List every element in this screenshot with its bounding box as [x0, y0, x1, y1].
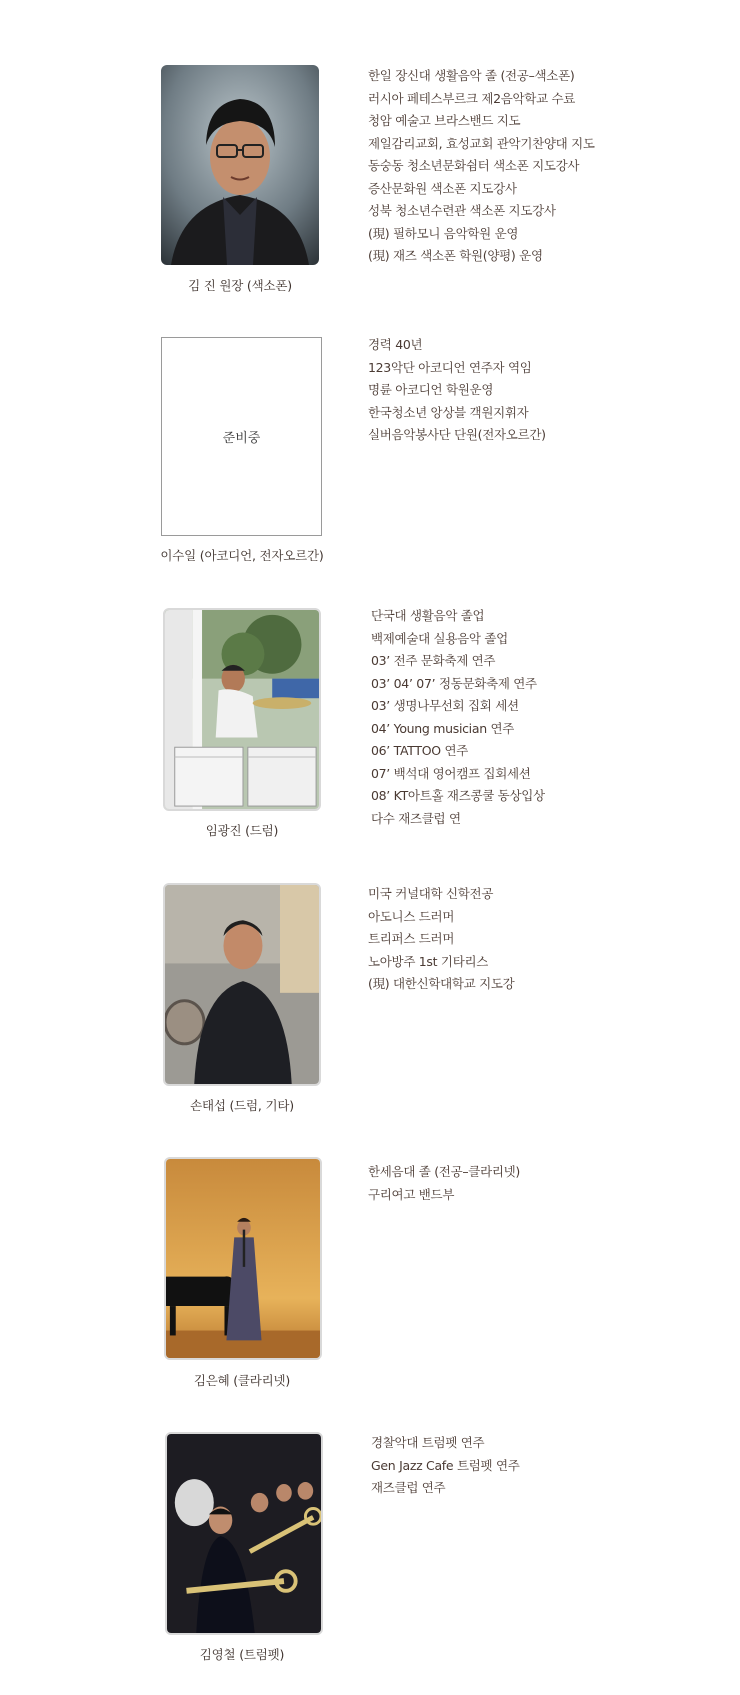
bio-line: (現) 필하모니 음악학원 운영	[368, 225, 519, 241]
bio-line: (現) 재즈 색소폰 학원(양평) 운영	[368, 248, 543, 263]
bio-line: Gen Jazz Cafe 트럼펫 연주	[371, 1457, 520, 1473]
teacher-bio-list	[371, 605, 545, 830]
bio-line: 트리퍼스 드러머	[368, 931, 455, 946]
teacher-name: 김영철 (트럼펫)	[199, 1647, 285, 1662]
bio-line: 123악단 아코디언 연주자 역임	[368, 359, 532, 375]
bio-line: 재즈클럽 연주	[371, 1480, 446, 1495]
bio-line: 07’ 백석대 영어캠프 집회세션	[371, 765, 531, 781]
teacher-name: 김 진 원장 (색소폰)	[188, 278, 292, 293]
placeholder-label: 준비중	[222, 431, 261, 446]
bio-line: 한세음대 졸 (전공–클라리넷)	[368, 1164, 520, 1179]
bio-line: 경력 40년	[368, 337, 423, 352]
bio-line: 06’ TATTOO 연주	[371, 743, 469, 758]
teacher-name: 손태섭 (드럼, 기타)	[190, 1098, 294, 1113]
teacher-bio-list	[368, 1161, 520, 1206]
bio-line: 단국대 생활음악 졸업	[371, 608, 485, 623]
bio-line: 노아방주 1st 기타리스	[368, 953, 489, 969]
bio-line: 04’ Young musician 연주	[371, 720, 515, 736]
bio-line: 한국청소년 앙상블 객원지휘자	[368, 404, 529, 420]
bio-line: 성북 청소년수련관 색소폰 지도강사	[368, 203, 556, 218]
photo-placeholder	[161, 337, 322, 536]
teacher-name: 임광진 (드럼)	[205, 823, 279, 838]
teacher-photo-kim-youngcheol	[165, 1432, 323, 1635]
bio-line: 다수 재즈클럽 연	[371, 810, 461, 826]
bio-line: 제일감리교회, 효성교회 관악기찬양대 지도	[368, 135, 595, 151]
bio-line: 03’ 전주 문화축제 연주	[371, 653, 496, 668]
bio-line: 경찰악대 트럼펫 연주	[371, 1435, 485, 1450]
teacher-photo-kim-eunhye	[164, 1157, 322, 1360]
bio-line: 동숭동 청소년문화쉼터 색소폰 지도강사	[368, 158, 580, 173]
bio-line: 아도니스 드러머	[368, 908, 455, 924]
bio-line: 러시아 페테스부르크 제2음악학교 수료	[368, 90, 576, 106]
bio-line: 증산문화원 색소폰 지도강사	[368, 180, 517, 196]
bio-line: 03’ 04’ 07’ 정동문화축제 연주	[371, 675, 537, 691]
bio-line: 청암 예술고 브라스밴드 지도	[368, 113, 521, 128]
teacher-bio-list	[368, 883, 514, 996]
teacher-photo-lim-gwangjin	[163, 608, 321, 811]
bio-line: 한일 장신대 생활음악 졸 (전공–색소폰)	[368, 68, 575, 83]
bio-line: 구리여고 밴드부	[368, 1186, 455, 1202]
bio-line: 백제예술대 실용음악 졸업	[371, 630, 508, 646]
bio-line: 08’ KT아트홀 재즈콩쿨 동상입상	[371, 788, 545, 803]
teacher-photo-kim-jin	[161, 65, 319, 265]
teacher-bio-list	[371, 1432, 520, 1500]
bio-line: 미국 커널대학 신학전공	[368, 886, 494, 901]
bio-line: 03’ 생명나무선회 집회 세션	[371, 698, 519, 713]
teacher-photo-son-taeseop	[163, 883, 321, 1086]
teacher-name: 김은혜 (클라리넷)	[193, 1373, 291, 1388]
teacher-bio-list	[368, 334, 546, 447]
teacher-bio-list	[368, 65, 595, 268]
bio-line: (現) 대한신학대학교 지도강	[368, 976, 515, 991]
bio-line: 명륜 아코디언 학원운영	[368, 382, 494, 397]
teacher-name: 이수일 (아코디언, 전자오르간)	[160, 548, 324, 563]
bio-line: 실버음악봉사단 단원(전자오르간)	[368, 427, 546, 442]
